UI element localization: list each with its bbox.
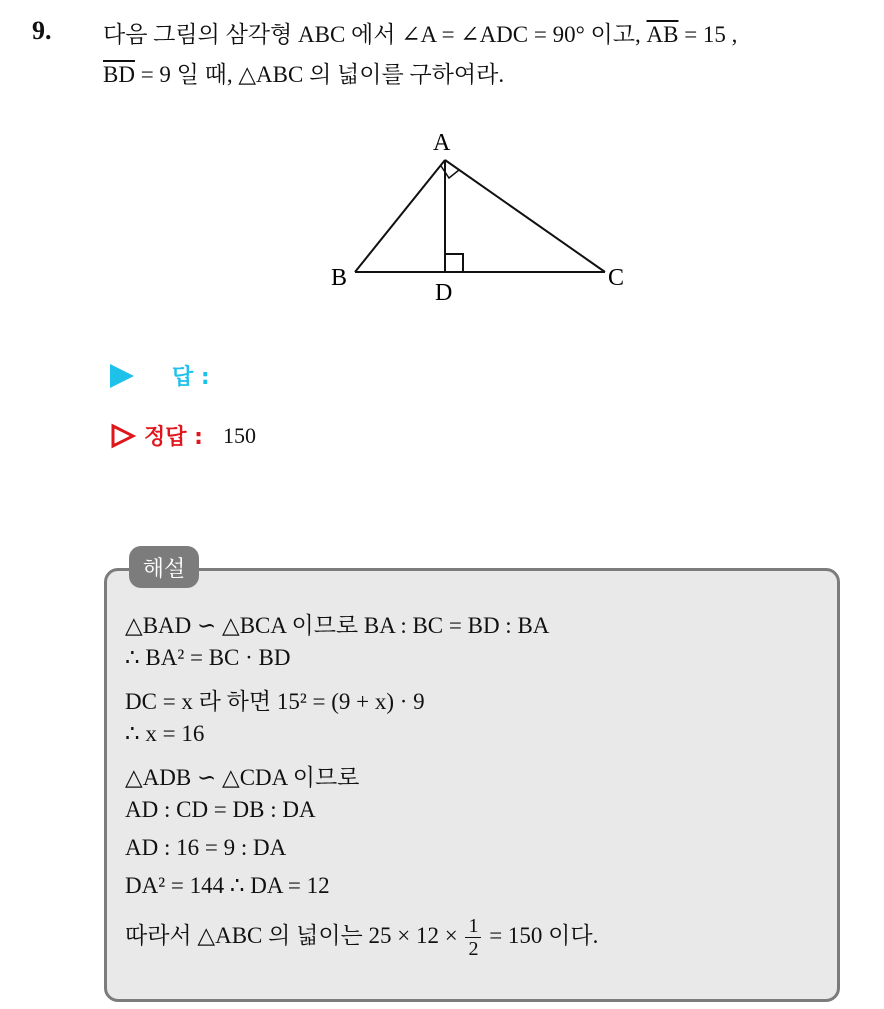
correct-answer-value: 150 [222,422,256,448]
solution-line-2: ∴ BA² = BC · BD [125,645,291,670]
label-a: A [433,130,451,156]
correct-answer-label: 정답 : [144,425,203,450]
question-text-line-1: 다음 그림의 삼각형 ABC 에서 ∠A = ∠ADC = 90° 이고, $\overline{AB} = 15$ , [103,22,738,47]
solution-line-6: AD : CD = DB : DA [125,797,316,822]
solution-tab: 해설 [129,546,199,588]
answer-label: 답 : [172,365,210,390]
right-angle-mark-d [445,254,463,272]
play-filled-icon [110,364,134,388]
answer-row [110,360,210,391]
solution-line-1: △BAD ∽ △BCA 이므로 BA : BC = BD : BA [125,613,550,638]
segment-bd: $\overline{BD}$ [103,62,135,87]
solution-line-4: ∴ x = 16 [125,721,205,746]
question-number: 9. [32,16,52,45]
segment-ab: $\overline{AB}$ [646,22,679,47]
solution-line-9: 따라서 △ABC 의 넓이는 25 × 12 × $\frac{1}{2}$ = 150 이다. [125,915,599,960]
triangle-figure [325,118,645,308]
solution-line-3: DC = x 라 하면 15² = (9 + x) · 9 [125,689,425,714]
solution-line-7: AD : 16 = 9 : DA [125,835,287,860]
solution-line-8: DA² = 144 ∴ DA = 12 [125,873,330,898]
label-b: B [331,265,348,291]
label-c: C [608,265,625,291]
play-outline-icon [110,423,136,449]
question-text-line-2: $\overline{BD} = 9$ 일 때, △ABC 의 넓이를 구하여라. [103,62,505,87]
segment-ab-line [355,160,445,272]
correct-answer-row [110,420,256,451]
segment-ac [445,160,605,272]
solution-line-5: △ADB ∽ △CDA 이므로 [125,765,360,790]
fraction-one-half: $\frac{1}{2}$ [465,915,481,960]
label-d: D [435,280,453,306]
